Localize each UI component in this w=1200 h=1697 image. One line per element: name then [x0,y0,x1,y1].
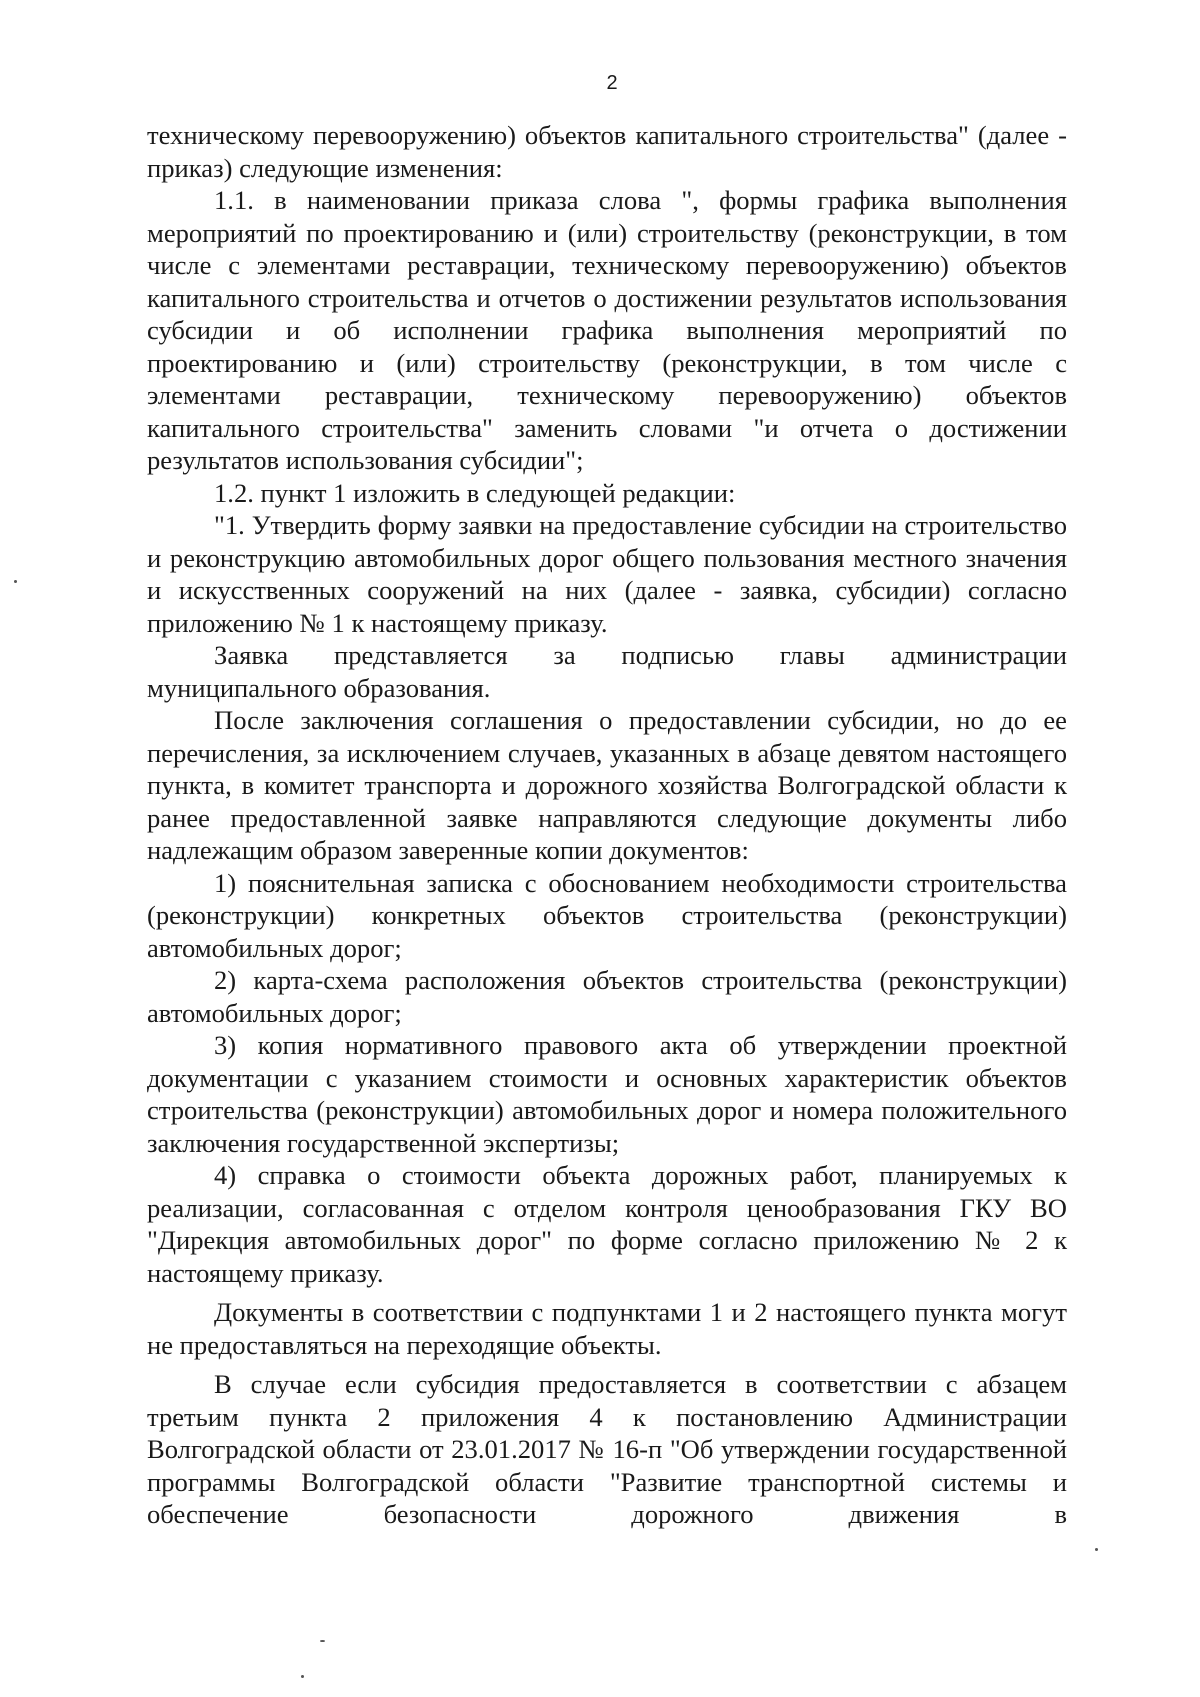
list-item-map-scheme: 2) карта-схема расположения объектов строительства (реконструкции) автомобильных дорог; [147,965,1067,1028]
scan-speck [301,1675,304,1678]
paragraph-documents-required: После заключения соглашения о предоставлении субсидии, но до ее перечисления, за исключением случаев, указанных в абзаце девятом настоящего пункта, в комитет транспорта и дорожного хозяйства Волгоградской области к ранее предоставленной заявке направляются следующие документы либо надлежащим образом заверенные копии документов: [147,705,1067,865]
paragraph-item-1-2: 1.2. пункт 1 изложить в следующей редакции: [214,477,736,508]
scan-speck [1095,1548,1098,1551]
list-item-cost-certificate: 4) справка о стоимости объекта дорожных работ, планируемых к реализации, согласованная с отделом контроля ценообразования ГКУ ВО "Дирекция автомобильных дорог" по форме согласно приложению № 2 к настоящему приказу. [147,1160,1067,1288]
scan-speck [14,580,17,583]
paragraph-transitional-objects: Документы в соответствии с подпунктами 1 и 2 настоящего пункта могут не предоставляться на переходящие объекты. [147,1297,1067,1360]
list-item-normative-act: 3) копия нормативного правового акта об утверждении проектной документации с указанием стоимости и основных характеристик объектов строительства (реконструкции) автомобильных дорог и номера положительного заключения государственной экспертизы; [147,1030,1067,1158]
paragraph-continuation: техническому перевооружению) объектов капитального строительства" (далее - приказ) следующие изменения: [147,120,1067,183]
page-number: 2 [606,72,618,94]
document-body [147,119,1067,1531]
list-item-explanatory-note: 1) пояснительная записка с обоснованием необходимости строительства (реконструкции) конкретных объектов строительства (реконструкции) автомобильных дорог; [147,867,1067,963]
scan-speck [320,1640,325,1642]
paragraph-item-1-1: 1.1. в наименовании приказа слова ", формы графика выполнения мероприятий по проектированию и (или) строительству (реконструкции, в том числе с элементами реставрации, техническому перевооружению) объектов капитального строительства и отчетов о достижении результатов использования субсидии и об исполнении графика выполнения мероприятий по проектированию и (или) строительству (реконструкции, в том числе с элементами реставрации, техническому перевооружению) объектов капитального строительства" заменить словами "и отчета о достижении результатов использования субсидии"; [147,185,1067,475]
paragraph-application-signature: Заявка представляется за подписью главы администрации муниципального образования. [147,640,1067,703]
paragraph-point-1: "1. Утвердить форму заявки на предоставление субсидии на строительство и реконструкцию автомобильных дорог общего пользования местного значения и искусственных сооружений на них (далее - заявка, субсидии) согласно приложению № 1 к настоящему приказу. [147,510,1067,638]
paragraph-subsidy-case: В случае если субсидия предоставляется в соответствии с абзацем третьим пункта 2 приложения 4 к постановлению Администрации Волгоградской области от 23.01.2017 № 16-п "Об утверждении государственной программы Волгоградской области "Развитие транспортной системы и обеспечение безопасности дорожного движения в [147,1369,1067,1529]
